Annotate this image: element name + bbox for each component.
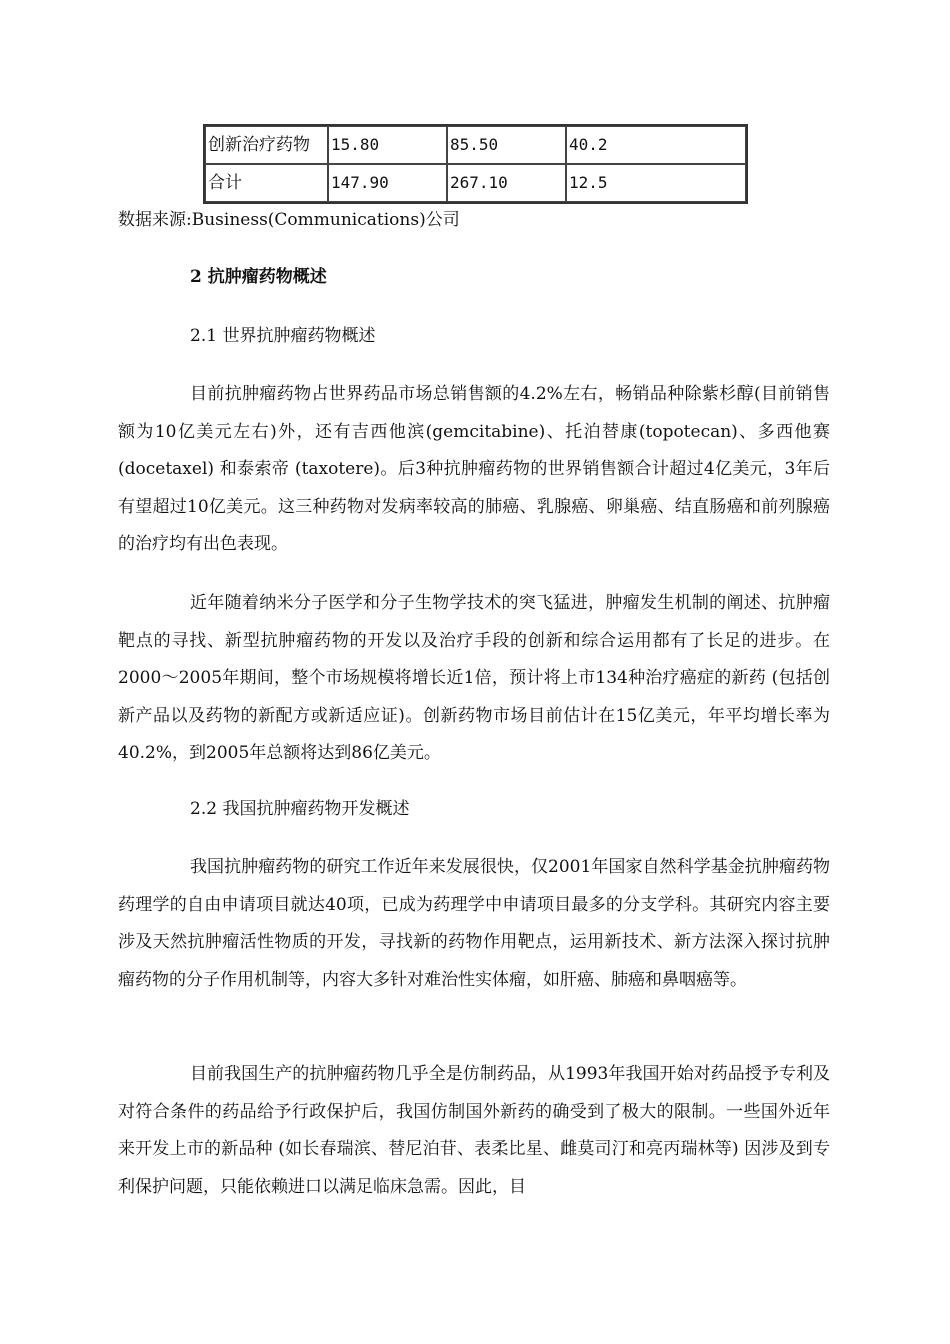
table-cell: 85.50 [447,126,566,164]
subsection-heading: 2.1 世界抗肿瘤药物概述 [190,326,376,346]
subsection-heading: 2.2 我国抗肿瘤药物开发概述 [190,799,410,819]
paragraph: 我国抗肿瘤药物的研究工作近年来发展很快，仅2001年国家自然科学基金抗肿瘤药物药理学的自由申请项目就达40项，已成为药理学中申请项目最多的分支学科。其研究内容主要涉及天然抗肿瘤活性物质的开发，寻找新的药物作用靶点，运用新技术、新方法深入探讨抗肿瘤药物的分子作用机制等，内容大多针对难治性实体瘤，如肝癌、肺癌和鼻咽癌等。 [118,857,830,990]
data-source-note: 数据来源:Business(Communications)公司 [118,210,460,230]
table-cell: 267.10 [447,164,566,202]
paragraph: 近年随着纳米分子医学和分子生物学技术的突飞猛进，肿瘤发生机制的阐述、抗肿瘤靶点的寻找、新型抗肿瘤药物的开发以及治疗手段的创新和综合运用都有了长足的进步。在2000～2005年期间，整个市场规模将增长近1倍，预计将上市134种治疗癌症的新药 (包括创新产品以及药物的新配方或新适应证)。创新药物市场目前估计在15亿美元，年平均增长率为40.2%，到2005年总额将达到86亿美元。 [118,593,830,763]
table-cell: 创新治疗药物 [205,126,328,164]
table-cell: 15.80 [328,126,447,164]
table-row [205,126,746,164]
table-cell: 147.90 [328,164,447,202]
section-heading: 2 抗肿瘤药物概述 [190,267,327,287]
table-cell: 12.5 [566,164,746,202]
table-cell: 40.2 [566,126,746,164]
table-cell: 合计 [205,164,328,202]
paragraph: 目前我国生产的抗肿瘤药物几乎全是仿制药品，从1993年我国开始对药品授予专利及对符合条件的药品给予行政保护后，我国仿制国外新药的确受到了极大的限制。一些国外近年来开发上市的新品种 (如长春瑞滨、替尼泊苷、表柔比星、雌莫司汀和亮丙瑞林等) 因涉及到专利保护问题，只能依赖进口以满足临床急需。因此，目 [118,1064,830,1197]
paragraph: 目前抗肿瘤药物占世界药品市场总销售额的4.2%左右，畅销品种除紫杉醇(目前销售额为10亿美元左右)外，还有吉西他滨(gemcitabine)、托泊替康(topotecan)、多西他赛 (docetaxel) 和泰索帝 (taxotere)。后3种抗肿瘤药物的世界销售额合计超过4亿美元，3年后有望超过10亿美元。这三种药物对发病率较高的肺癌、乳腺癌、卵巢癌、结直肠癌和前列腺癌的治疗均有出色表现。 [118,384,830,554]
table-row [205,164,746,202]
market-data-table [203,124,748,204]
